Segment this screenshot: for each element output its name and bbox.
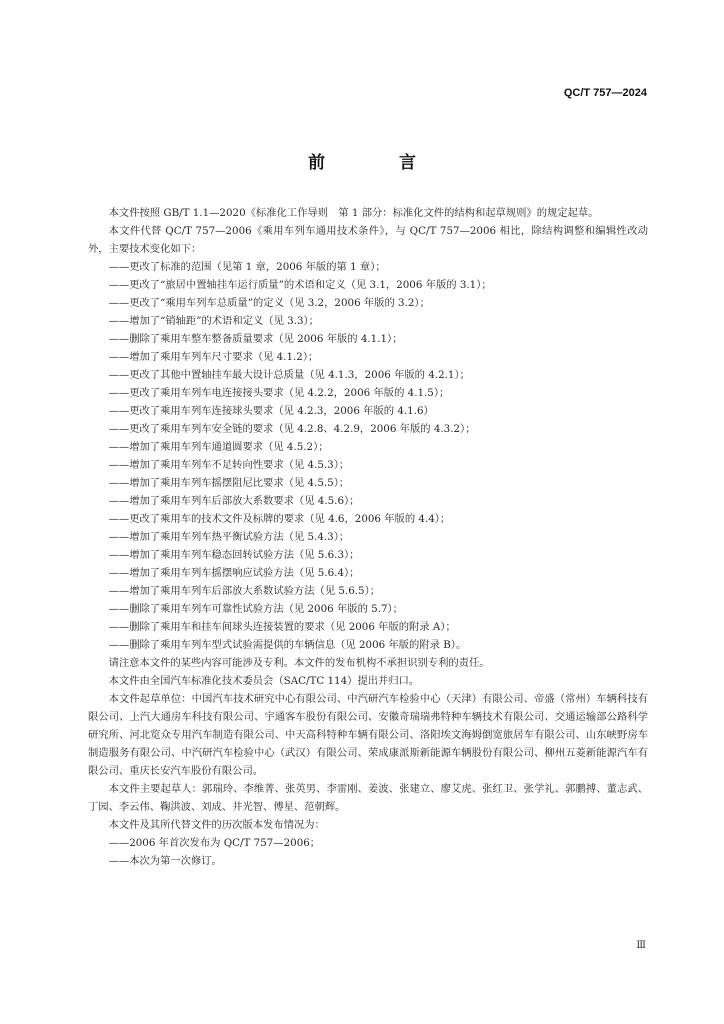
paragraph-drafters: 本文件主要起草人：郭瑞玲、李维菁、张英男、李雷刚、姜波、张建立、廖艾虎、张红卫、张学礼、郭鹏搏、董志武、丁园、李云伟、鞠洪波、刘成、井光智、傅星、范朝辉。 — [88, 783, 648, 813]
list-item: ——增加了乘用车列车摇摆阻尼比要求（见 4.5.5）； — [108, 477, 350, 489]
list-item: ——2006 年首次发布为 QC/T 757—2006； — [108, 837, 321, 849]
paragraph-replacement: 本文件代替 QC/T 757—2006《乘用车列车通用技术条件》，与 QC/T 757—2006 相比，除结构调整和编辑性改动外，主要技术变化如下： — [88, 225, 648, 255]
paragraph-drafting-units: 本文件起草单位：中国汽车技术研究中心有限公司、中汽研汽车检验中心（天津）有限公司、帝盛（常州）车辆科技有限公司、上汽大通房车科技有限公司、宇通客车股份有限公司、安徽奇瑞瑞弗特种车辆技术有限公司、交通运输部公路科学研究所、河北览众专用汽车制造有限公司、中天高科特种车辆有限公司、洛阳埃文海姆倒宽旅居车有限公司、山东峡野房车制造服务有限公司、中汽研汽车检验中心（武汉）有限公司、荣成康派斯新能源车辆股份有限公司、柳州五菱新能源汽车有限公司、重庆长安汽车股份有限公司。 — [88, 693, 648, 777]
list-item: ——更改了“旅居中置轴挂车运行质量”的术语和定义（见 3.1，2006 年版的 3.1）； — [108, 279, 492, 291]
list-item: ——更改了乘用车列车安全链的要求（见 4.2.8、4.2.9，2006 年版的 4.3.2）； — [108, 423, 476, 435]
changes-list — [88, 258, 648, 654]
foreword-body — [88, 204, 648, 870]
paragraph-drafting-rules: 本文件按照 GB/T 1.1—2020《标准化工作导则 第 1 部分：标准化文件的结构和起草规则》的规定起草。 — [108, 207, 599, 219]
list-item: ——增加了乘用车列车后部放大系数试验方法（见 5.6.5）； — [108, 585, 381, 597]
list-item: ——增加了乘用车列车后部放大系数要求（见 4.5.6）； — [108, 495, 360, 507]
history-list — [88, 834, 648, 870]
list-item: ——更改了乘用车列车连接球头要求（见 4.2.3，2006 年版的 4.1.6） — [108, 405, 434, 417]
list-item: ——删除了乘用车列车可靠性试验方法（见 2006 年版的 5.7）； — [108, 603, 403, 615]
list-item: ——本次为第一次修订。 — [108, 855, 222, 867]
list-item: ——增加了乘用车列车通道圆要求（见 4.5.2）； — [108, 441, 329, 453]
list-item: ——增加了乘用车列车摇摆响应试验方法（见 5.6.4）； — [108, 567, 360, 579]
paragraph-proposer: 本文件由全国汽车标准化技术委员会（SAC/TC 114）提出并归口。 — [108, 675, 420, 687]
page-number: Ⅲ — [636, 940, 646, 951]
list-item: ——更改了“乘用车列车总质量”的定义（见 3.2，2006 年版的 3.2）； — [108, 297, 430, 309]
list-item: ——增加了乘用车列车热平衡试验方法（见 5.4.3）； — [108, 531, 350, 543]
list-item: ——更改了标准的范围（见第 1 章，2006 年版的第 1 章）； — [108, 261, 386, 273]
list-item: ——增加了“销轴距”的术语和定义（见 3.3）； — [108, 315, 319, 327]
list-item: ——更改了其他中置轴挂车最大设计总质量（见 4.1.3，2006 年版的 4.2.1）； — [108, 369, 470, 381]
paragraph-history-intro: 本文件及其所代替文件的历次版本发布情况为： — [108, 819, 325, 831]
page-title: 前 言 — [308, 153, 450, 173]
list-item: ——增加了乘用车列车稳态回转试验方法（见 5.6.3）； — [108, 549, 360, 561]
list-item: ——删除了乘用车和挂车间球头连接装置的要求（见 2006 年版的附录 A）； — [108, 621, 456, 633]
paragraph-patent-notice: 请注意本文件的某些内容可能涉及专利。本文件的发布机构不承担识别专利的责任。 — [108, 657, 490, 669]
list-item: ——增加了乘用车列车尺寸要求（见 4.1.2）； — [108, 351, 319, 363]
standard-code: QC/T 757—2024 — [563, 87, 647, 99]
list-item: ——增加了乘用车列车不足转向性要求（见 4.5.3）； — [108, 459, 350, 471]
list-item: ——更改了乘用车列车电连接接头要求（见 4.2.2，2006 年版的 4.1.5）； — [108, 387, 450, 399]
list-item: ——删除了乘用车整车整备质量要求（见 2006 年版的 4.1.1）； — [108, 333, 403, 345]
list-item: ——更改了乘用车的技术文件及标牌的要求（见 4.6，2006 年版的 4.4）； — [108, 513, 451, 525]
list-item: ——删除了乘用车列车型式试验需提供的车辆信息（见 2006 年版的附录 B）。 — [108, 639, 467, 651]
